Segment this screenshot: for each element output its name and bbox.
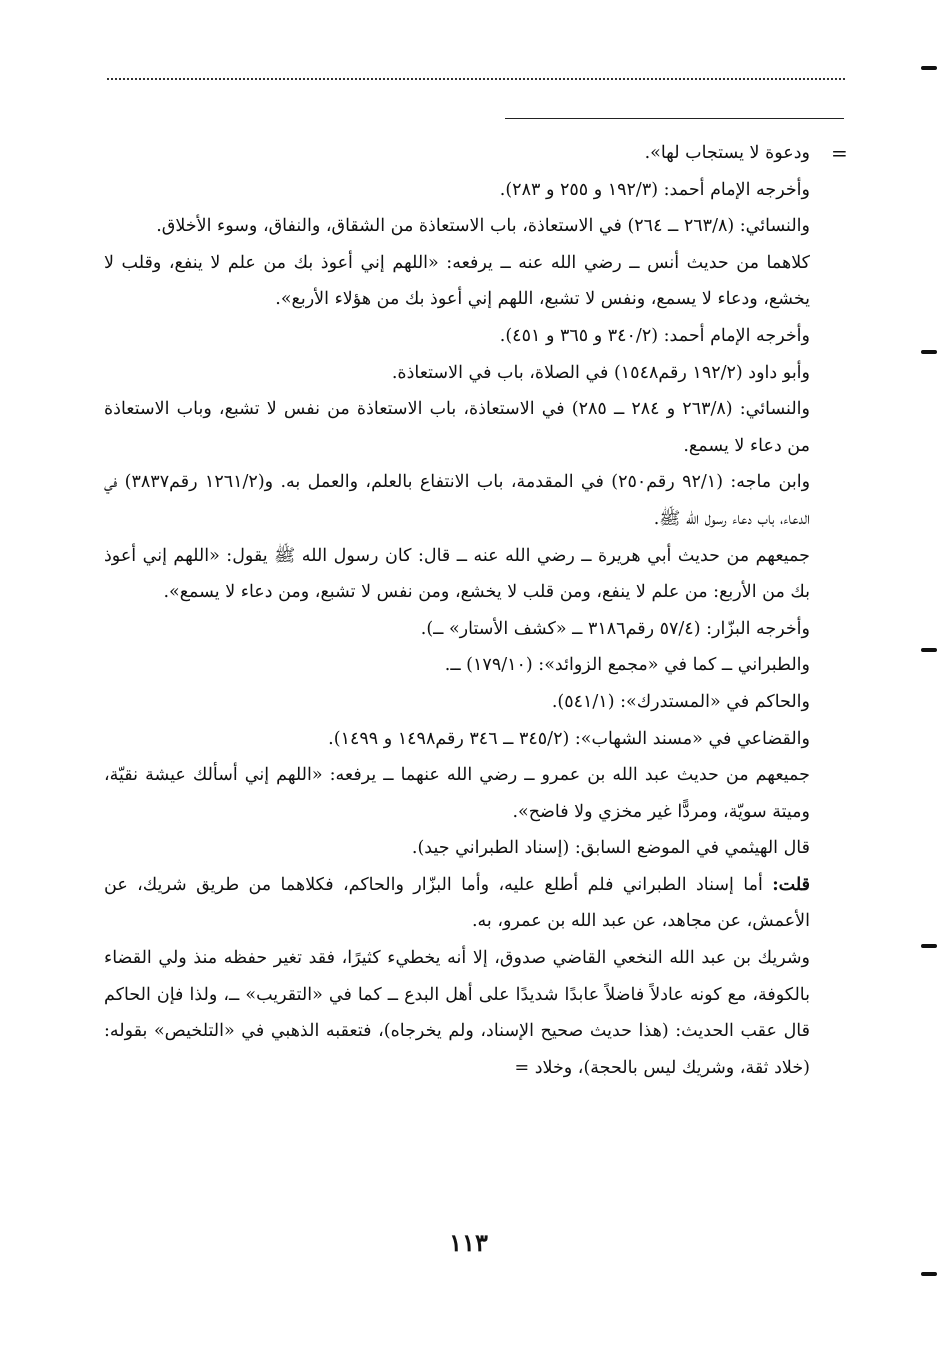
page-number: ١١٣ xyxy=(449,1228,488,1257)
footnote-paragraph: والقضاعي في «مسند الشهاب»: (٣٤٥/٢ ــ ٣٤٦ رقم١٤٩٨ و ١٤٩٩). xyxy=(328,728,810,749)
footnote-paragraph: جميعهم من حديث عبد الله بن عمرو ــ رضي الله عنهما ــ يرفعه: «اللهم إني أسألك عيشة نقيّة، وميتة سويّة، ومردًّا غير مخزي ولا فاضح». xyxy=(104,765,810,822)
footnote-paragraph: وأخرجه الإمام أحمد: (٣٤٠/٢ و ٣٦٥ و ٤٥١). xyxy=(499,325,810,346)
footnote-paragraph: جميعهم من حديث أبي هريرة ــ رضي الله عنه ــ قال: كان رسول الله ﷺ يقول: «اللهم إني أعوذ بك من الأربع: من علم لا ينفع، ومن قلب لا يخشع، ومن نفس لا تشبع، ومن دعاء لا يسمع». xyxy=(104,545,810,603)
footnote-text-block xyxy=(104,135,810,1086)
footnote-paragraph: وابن ماجه: (٩٢/١ رقم٢٥٠) في المقدمة، باب الانتفاع بالعلم، والعمل به. و(١٢٦١/٢ رقم٣٨٣٧) في الدعاء، باب دعاء رسول الله ﷺ. xyxy=(104,472,811,529)
footnote-separator-rule xyxy=(505,118,844,119)
footnote-paragraph: وأخرجه الإمام أحمد: (١٩٢/٣ و ٢٥٥ و ٢٨٣). xyxy=(499,179,810,200)
footnote-paragraph: وشريك بن عبد الله النخعي القاضي صدوق، إلا أنه يخطيء كثيرًا، فقد تغير حفظه منذ ولي القضاء بالكوفة، مع كونه عادلاً فاضلاً عابدًا شديدًا على أهل البدع ــ كما في «التقريب» ــ، ولذا فإن الحاكم قال عقب الحديث: (هذا حديث صحيح الإسناد، ولم يخرجاه)، فتعقبه الذهبي في «التلخيص» بقوله: (خلاد ثقة، وشريك ليس بالحجة)، وخلاد = xyxy=(104,948,810,1078)
footnote-paragraph: قال الهيثمي في الموضع السابق: (إسناد الطبراني جيد). xyxy=(411,838,810,859)
scan-edge-mark xyxy=(921,648,937,652)
footnote-paragraph: والنسائي: (٢٦٣/٨ و ٢٨٤ ــ ٢٨٥) في الاستعاذة، باب الاستعاذة من نفس لا تشبع، وباب الاستعاذة من دعاء لا يسمع. xyxy=(104,399,810,456)
footnote-paragraph: كلاهما من حديث أنس ــ رضي الله عنه ــ يرفعه: «اللهم إني أعوذ بك من علم لا ينفع، وقلب لا يخشع، ودعاء لا يسمع، ونفس لا تشبع، اللهم إني أعوذ بك من هؤلاء الأربع». xyxy=(104,252,810,310)
footnote-paragraph: وأبو داود (١٩٢/٢ رقم١٥٤٨) في الصلاة، باب في الاستعاذة. xyxy=(391,362,810,383)
scan-edge-mark xyxy=(921,66,937,70)
scan-edge-mark xyxy=(921,1272,937,1276)
footnote-paragraph: والنسائي: (٢٦٣/٨ ــ ٢٦٤) في الاستعاذة، باب الاستعاذة من الشقاق، والنفاق، وسوء الأخلاق. xyxy=(156,216,810,237)
footnote-paragraph: ودعوة لا يستجاب لها». xyxy=(644,143,810,163)
continuation-mark-top: = xyxy=(831,141,848,165)
footnote-paragraph xyxy=(104,867,810,940)
scan-edge-mark xyxy=(921,350,937,354)
scan-edge-mark xyxy=(921,944,937,948)
footnote-paragraph: والطبراني ــ كما في «مجمع الزوائد»: (١٧٩/١٠) ــ. xyxy=(444,655,810,676)
header-dotted-rule xyxy=(107,78,845,80)
qult-paragraph-text: أما إسناد الطبراني فلم أطلع عليه، وأما البزّار والحاكم، فكلاهما من طريق شريك، عن الأعمش، عن مجاهد، عن عبد الله بن عمرو، به. xyxy=(104,874,810,932)
qult-lead-word: قلت: xyxy=(772,874,810,895)
footnote-paragraph: والحاكم في «المستدرك»: (٥٤١/١). xyxy=(551,691,810,712)
footnote-paragraph: وأخرجه البزّار: (٥٧/٤ رقم٣١٨٦ ــ «كشف الأستار» ــ). xyxy=(420,618,810,639)
